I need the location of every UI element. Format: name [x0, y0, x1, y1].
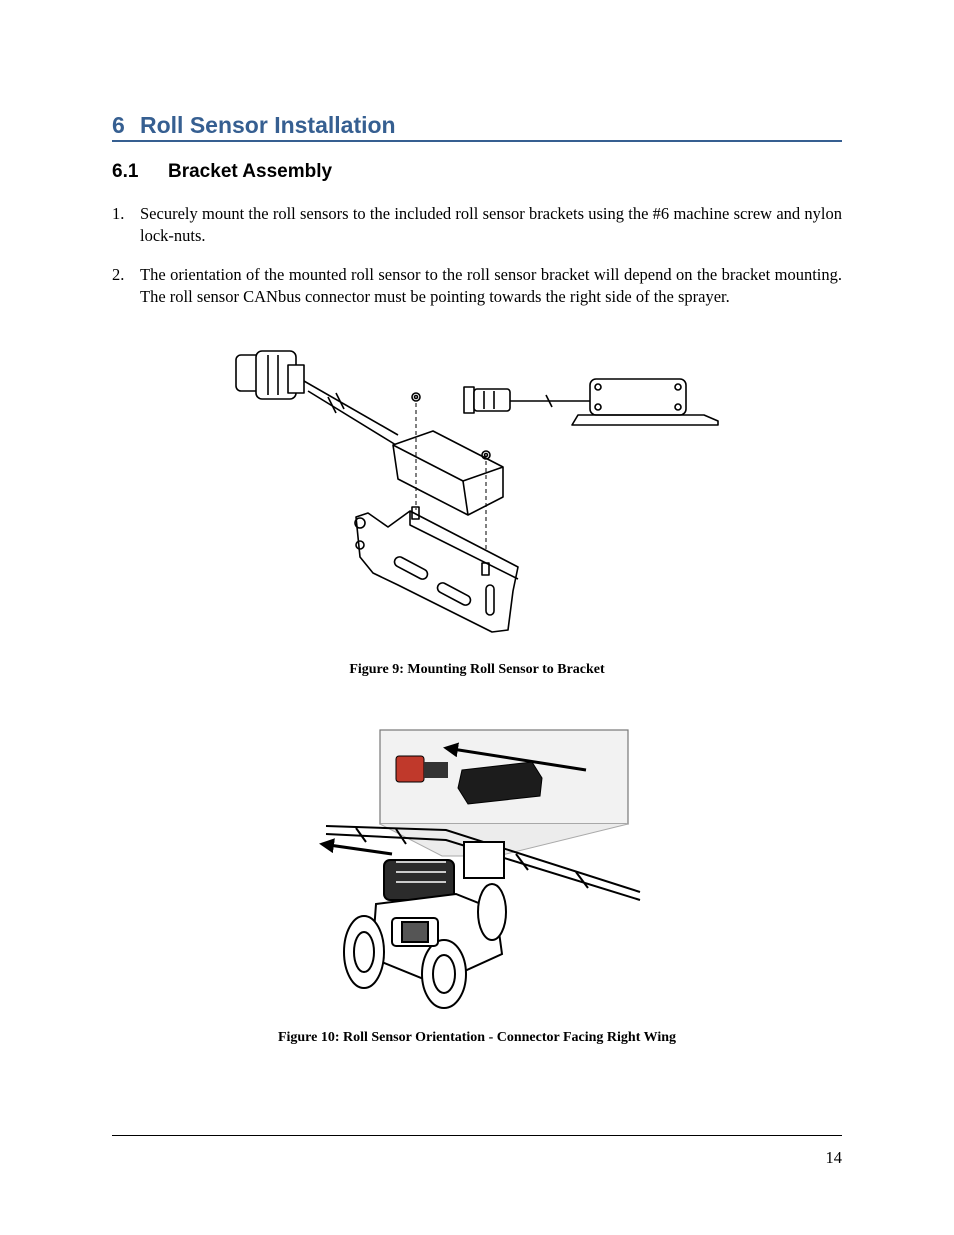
section-heading: [112, 110, 842, 142]
footer-divider: [112, 1135, 842, 1136]
step-number: 1.: [112, 204, 125, 223]
bracket-mounting-illustration: [228, 345, 723, 640]
sprayer-orientation-illustration: [296, 722, 658, 1018]
subsection-number: 6.1: [112, 161, 139, 182]
figure-caption: Figure 9: Mounting Roll Sensor to Bracket: [349, 662, 605, 677]
step-list-item-2: [112, 264, 842, 308]
step-text: The orientation of the mounted roll sensor to the roll sensor bracket will depend on the bracket mounting. The roll sensor CANbus connector must be pointing towards the right side of the sprayer.: [140, 265, 842, 306]
section-number: 6: [112, 112, 125, 138]
step-list-item-1: [112, 203, 842, 247]
subsection-title: Bracket Assembly: [168, 161, 333, 182]
page-number: 14: [825, 1148, 842, 1167]
step-text: Securely mount the roll sensors to the included roll sensor brackets using the #6 machine screw and nylon lock-nuts.: [140, 204, 842, 245]
figure-caption: Figure 10: Roll Sensor Orientation - Connector Facing Right Wing: [277, 1030, 677, 1045]
section-title: Roll Sensor Installation: [140, 112, 396, 138]
subsection-heading: [112, 158, 332, 186]
step-number: 2.: [112, 265, 125, 284]
